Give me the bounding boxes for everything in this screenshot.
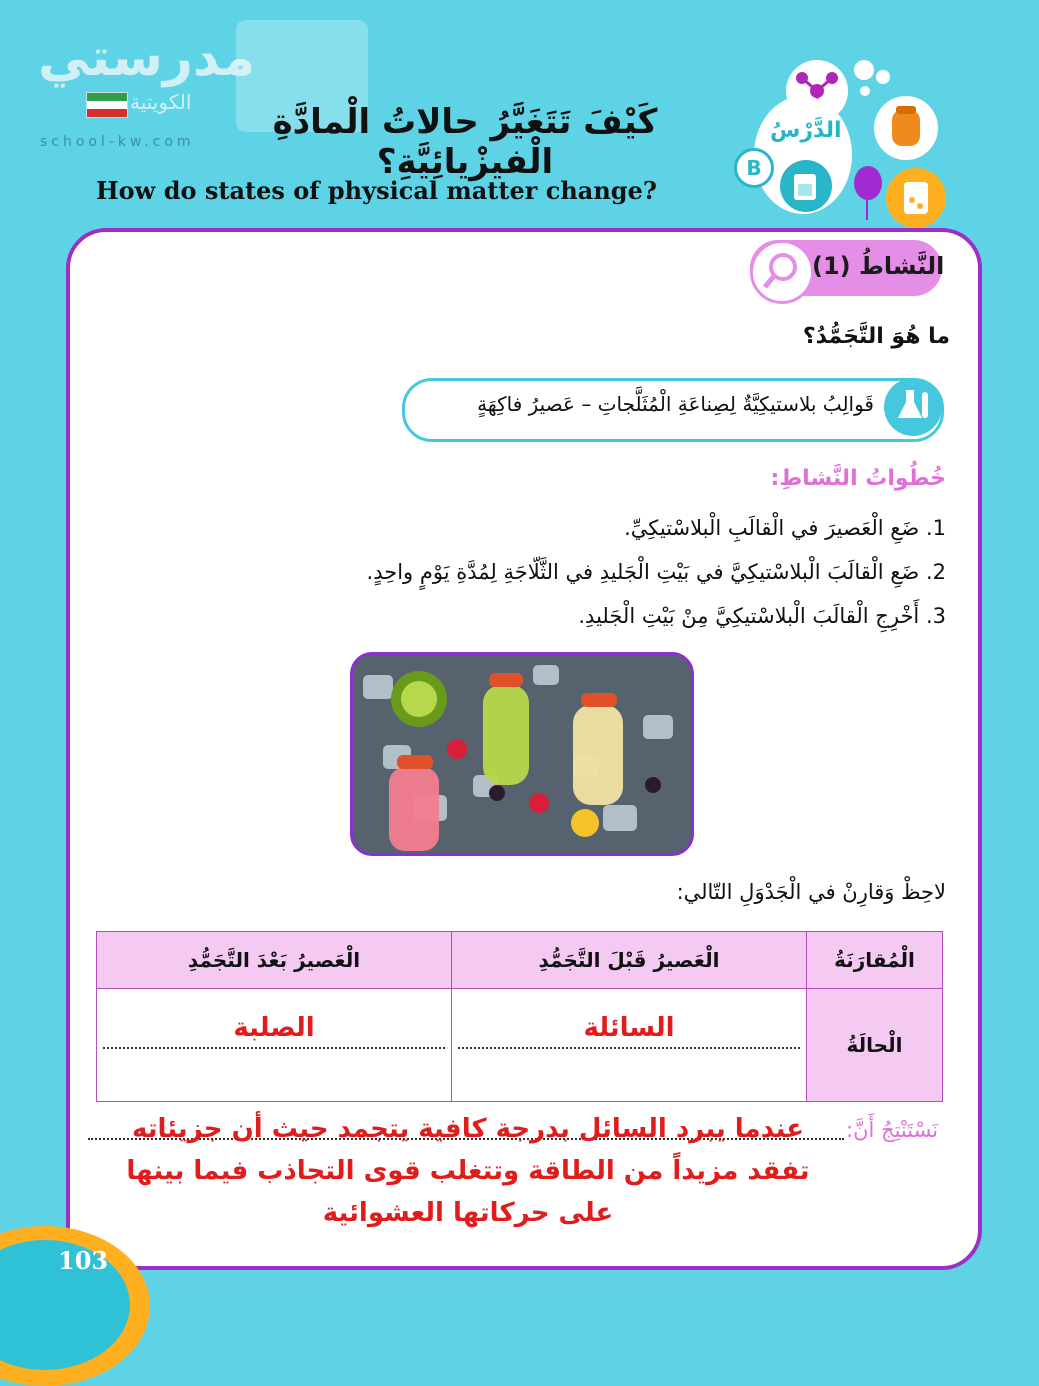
page-title-arabic: كَيْفَ تَتَغَيَّرُ حالاتُ الْمادَّةِ الْفيزْيائِيَّةِ؟	[272, 102, 658, 182]
kuwait-flag-icon	[86, 92, 128, 118]
popsicle-photo	[350, 652, 694, 856]
compare-instruction: لاحِظْ وَقارِنْ في الْجَدْوَلِ التّالي:	[676, 880, 946, 904]
activity-label: النَّشاطُ (1)	[812, 252, 945, 280]
magnifier-icon	[750, 240, 814, 304]
answer-line	[103, 1047, 445, 1049]
conclusion-line: عندما يبرد السائل بدرجة كافية يتجمد حيث أن جزيئاته	[131, 1114, 805, 1144]
conclusion-answer	[110, 1108, 826, 1234]
table-header-row	[97, 932, 943, 989]
lesson-letter-badge: B	[734, 148, 774, 188]
answer-before: السائلة	[583, 1013, 675, 1043]
flask-jar-icon	[886, 168, 946, 228]
logo-subtitle: الكويتية	[130, 90, 192, 114]
bubble-decoration	[876, 70, 890, 84]
activity-question: ما هُوَ التَّجَمُّدُ؟	[802, 324, 950, 349]
logo-name: مدرستي	[38, 28, 256, 88]
step-item: 1. ضَعِ الْعَصيرَ في الْقالَبِ الْبلاسْتيكِيِّ.	[624, 516, 946, 540]
page-title-english: How do states of physical matter change?	[96, 176, 657, 205]
sack-icon	[874, 96, 938, 160]
table-row-label: الْحالَةُ	[807, 989, 943, 1102]
table-header-after: الْعَصيرُ بَعْدَ التَّجَمُّدِ	[97, 932, 452, 989]
table-header-comparison: الْمُقارَنَةُ	[807, 932, 943, 989]
bubble-decoration	[860, 86, 870, 96]
logo-url: school-kw.com	[40, 134, 195, 150]
answer-before-cell[interactable]	[452, 989, 807, 1102]
lesson-label: الدَّرْسُ	[770, 118, 842, 143]
step-item: 2. ضَعِ الْقالَبَ الْبلاسْتيكِيَّ في بَيْتِ الْجَليدِ في الثَّلّاجَةِ لِمُدَّةِ يَوْمٍ واحِدٍ.	[366, 560, 946, 584]
flag-stripe-white	[87, 101, 127, 109]
beaker-icon	[780, 160, 832, 212]
balloon-string	[866, 198, 868, 220]
conclusion-line: على حركاتها العشوائية	[322, 1198, 614, 1228]
conclusion-line: تفقد مزيداً من الطاقة وتتغلب قوى التجاذب فيما بينها	[126, 1156, 810, 1186]
steps-title: خُطُواتُ النَّشاطِ:	[770, 466, 946, 491]
page-number: 103	[58, 1246, 109, 1275]
answer-after: الصلبة	[233, 1013, 315, 1043]
balloon-icon	[854, 166, 882, 200]
bubble-decoration	[854, 60, 874, 80]
table-row	[97, 989, 943, 1102]
step-item: 3. أَخْرِجِ الْقالَبَ الْبلاسْتيكِيَّ مِنْ بَيْتِ الْجَليدِ.	[578, 604, 946, 628]
flag-stripe-red	[87, 109, 127, 117]
flask-icon	[884, 378, 942, 436]
materials-text: قَوالِبُ بلاستيكِيَّةٌ لِصِناعَةِ الْمُثَلَّجاتِ – عَصيرُ فاكِهَةٍ	[477, 392, 874, 416]
flag-stripe-green	[87, 93, 127, 101]
answer-after-cell[interactable]	[97, 989, 452, 1102]
answer-line	[458, 1047, 800, 1049]
conclusion-label: نَسْتَنْتِجُ أَنَّ:	[846, 1118, 939, 1142]
comparison-table	[96, 931, 943, 1102]
table-header-before: الْعَصيرُ قَبْلَ التَّجَمُّدِ	[452, 932, 807, 989]
